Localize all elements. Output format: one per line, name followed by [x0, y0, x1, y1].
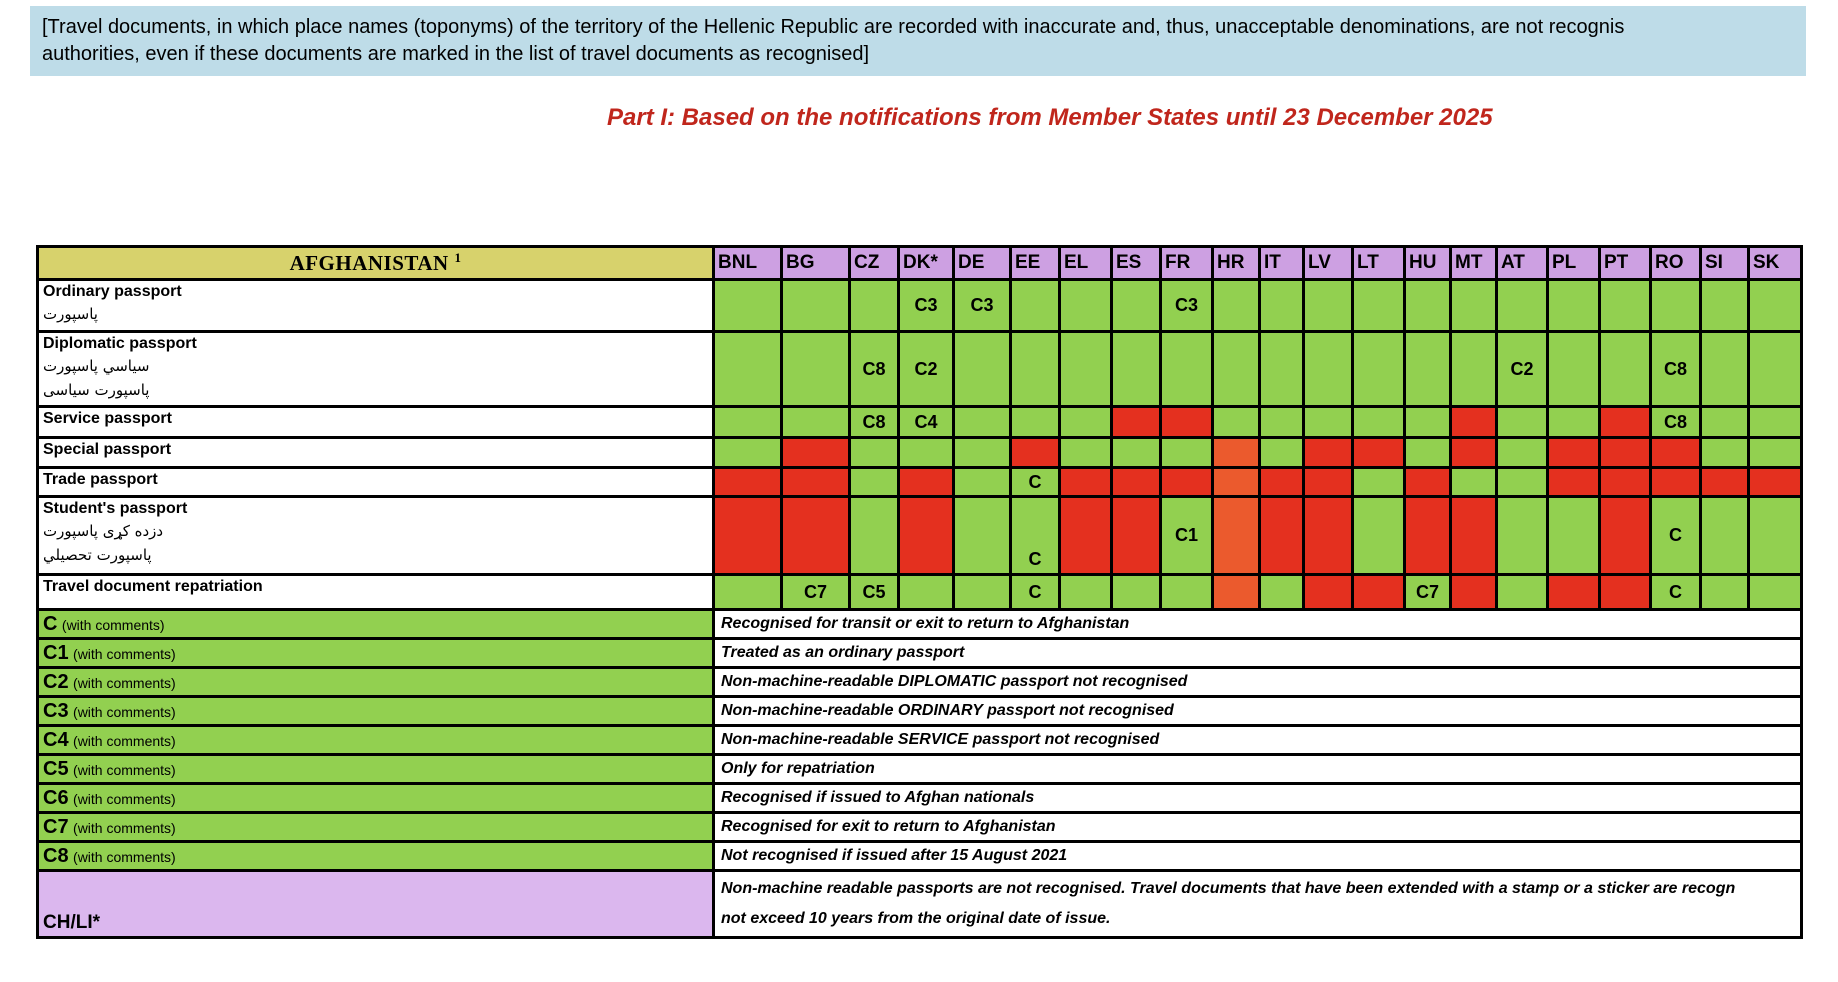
status-cell-bg [782, 280, 850, 332]
status-cell-hr [1213, 407, 1260, 438]
country-name: AFGHANISTAN [289, 251, 449, 275]
legend-code-cell [38, 639, 714, 668]
column-header-pl: PL [1548, 247, 1600, 280]
document-type-label [38, 575, 714, 610]
legend-description-cell: Treated as an ordinary passport [714, 639, 1802, 668]
legend-code-cell [38, 784, 714, 813]
status-cell-cz [850, 280, 899, 332]
status-cell-hu [1405, 438, 1451, 468]
status-cell-at [1497, 280, 1548, 332]
status-cell-it [1260, 407, 1304, 438]
column-header-lv: LV [1304, 247, 1353, 280]
status-cell-ee [1011, 438, 1060, 468]
status-cell-cz: C8 [850, 332, 899, 407]
status-cell-fr [1161, 332, 1213, 407]
legend-code-cell [38, 842, 714, 871]
status-cell-sk [1749, 468, 1802, 497]
document-type-name: Special passport [43, 441, 172, 458]
status-cell-el [1060, 468, 1112, 497]
document-type-label [38, 468, 714, 497]
status-cell-sk [1749, 497, 1802, 575]
column-header-bg: BG [782, 247, 850, 280]
status-cell-ro [1651, 280, 1701, 332]
legend-row [38, 842, 1802, 871]
status-cell-lt [1353, 468, 1405, 497]
status-cell-bnl [714, 332, 782, 407]
status-cell-dk [899, 468, 954, 497]
country-footnote: 1 [454, 250, 462, 265]
document-type-native-name: پاسپورت سیاسی [43, 381, 150, 399]
status-cell-hr [1213, 332, 1260, 407]
status-cell-el [1060, 280, 1112, 332]
status-cell-pl [1548, 575, 1600, 610]
column-header-es: ES [1112, 247, 1161, 280]
status-cell-hr [1213, 280, 1260, 332]
status-cell-mt [1451, 497, 1497, 575]
status-cell-ee [1011, 280, 1060, 332]
legend-code-suffix: (with comments) [73, 790, 176, 807]
column-header-lt: LT [1353, 247, 1405, 280]
table-row [38, 332, 1802, 407]
status-cell-sk [1749, 407, 1802, 438]
legend-description-cell: Only for repatriation [714, 755, 1802, 784]
status-cell-ro: C8 [1651, 407, 1701, 438]
legend-row [38, 755, 1802, 784]
legend-code-cell [38, 813, 714, 842]
status-cell-ro [1651, 468, 1701, 497]
document-type-label [38, 332, 714, 407]
status-cell-hr [1213, 468, 1260, 497]
status-cell-lv [1304, 497, 1353, 575]
table-row [38, 497, 1802, 575]
status-cell-hu: C7 [1405, 575, 1451, 610]
status-cell-bg [782, 497, 850, 575]
legend-row [38, 610, 1802, 639]
column-header-fr: FR [1161, 247, 1213, 280]
legend-code-suffix: (with comments) [73, 761, 176, 778]
legend-code-suffix: (with comments) [73, 848, 176, 865]
part-title: Part I: Based on the notifications from Member States until 23 December 2025 [607, 104, 1493, 131]
status-cell-dk [899, 497, 954, 575]
table-row [38, 280, 1802, 332]
column-header-at: AT [1497, 247, 1548, 280]
status-cell-ee: C [1011, 468, 1060, 497]
legend-description-cell: Not recognised if issued after 15 August 2021 [714, 842, 1802, 871]
chli-row [38, 871, 1802, 938]
legend-row [38, 639, 1802, 668]
status-cell-cz [850, 497, 899, 575]
legend-description-cell: Recognised for transit or exit to return to Afghanistan [714, 610, 1802, 639]
document-type-label [38, 497, 714, 575]
legend-code: C [43, 612, 58, 635]
status-cell-mt [1451, 468, 1497, 497]
status-cell-hr [1213, 438, 1260, 468]
status-cell-it [1260, 575, 1304, 610]
legend-row [38, 697, 1802, 726]
chli-description-line-2: not exceed 10 years from the original date of issue. [721, 910, 1111, 927]
column-header-ee: EE [1011, 247, 1060, 280]
status-cell-pl [1548, 497, 1600, 575]
status-cell-bg [782, 438, 850, 468]
legend-code-suffix: (with comments) [73, 674, 176, 691]
document-type-name: Travel document repatriation [43, 578, 263, 595]
status-cell-pt [1600, 438, 1651, 468]
table-row [38, 438, 1802, 468]
status-cell-es [1112, 280, 1161, 332]
status-cell-fr [1161, 438, 1213, 468]
status-cell-lv [1304, 438, 1353, 468]
legend-code-suffix: (with comments) [73, 819, 176, 836]
status-cell-at [1497, 575, 1548, 610]
country-header-cell [38, 247, 714, 280]
document-type-label [38, 280, 714, 332]
status-cell-at [1497, 438, 1548, 468]
status-cell-el [1060, 438, 1112, 468]
status-cell-pl [1548, 407, 1600, 438]
table-row [38, 407, 1802, 438]
status-cell-it [1260, 332, 1304, 407]
document-type-label [38, 438, 714, 468]
status-cell-lt [1353, 280, 1405, 332]
document-type-name: Ordinary passport [43, 283, 182, 300]
status-cell-pt [1600, 332, 1651, 407]
document-type-name: Service passport [43, 410, 172, 427]
legend-code: C7 [43, 815, 69, 838]
status-cell-cz [850, 438, 899, 468]
status-cell-hu [1405, 280, 1451, 332]
status-cell-pl [1548, 332, 1600, 407]
status-cell-sk [1749, 575, 1802, 610]
status-cell-mt [1451, 332, 1497, 407]
chli-description-line-1: Non-machine readable passports are not recognised. Travel documents that have been extended with a stamp or a sticker are recogn [721, 880, 1736, 897]
status-cell-ee: C [1011, 575, 1060, 610]
status-cell-cz: C8 [850, 407, 899, 438]
status-cell-fr: C3 [1161, 280, 1213, 332]
legend-code: C8 [43, 844, 69, 867]
status-cell-ro [1651, 438, 1701, 468]
status-cell-si [1701, 438, 1749, 468]
legend-row [38, 668, 1802, 697]
status-cell-it [1260, 468, 1304, 497]
status-cell-si [1701, 280, 1749, 332]
status-cell-pt [1600, 407, 1651, 438]
status-cell-pt [1600, 575, 1651, 610]
status-cell-bg: C7 [782, 575, 850, 610]
status-cell-bnl [714, 468, 782, 497]
status-cell-es [1112, 468, 1161, 497]
legend-code: C2 [43, 670, 69, 693]
status-cell-si [1701, 468, 1749, 497]
legend-code-cell [38, 726, 714, 755]
status-cell-lv [1304, 332, 1353, 407]
legend-description-cell: Non-machine-readable DIPLOMATIC passport not recognised [714, 668, 1802, 697]
status-cell-lv [1304, 575, 1353, 610]
legend-description-cell: Non-machine-readable ORDINARY passport not recognised [714, 697, 1802, 726]
column-header-bnl: BNL [714, 247, 782, 280]
status-cell-fr [1161, 468, 1213, 497]
column-header-el: EL [1060, 247, 1112, 280]
legend-code-suffix: (with comments) [73, 703, 176, 720]
status-cell-cz [850, 468, 899, 497]
status-cell-it [1260, 438, 1304, 468]
status-cell-ee: C [1011, 497, 1060, 575]
notice-line-1: [Travel documents, in which place names (toponyms) of the territory of the Hellenic Republic are recorded with inaccurate and, thus, unacceptable denominations, are not recognis [42, 16, 1625, 38]
status-cell-hu [1405, 497, 1451, 575]
status-cell-bnl [714, 280, 782, 332]
status-cell-es [1112, 407, 1161, 438]
document-type-native-name: دزده کړی پاسپورت [43, 522, 164, 540]
legend-code: C6 [43, 786, 69, 809]
legend-code-cell [38, 755, 714, 784]
recognition-table [36, 245, 1803, 939]
column-header-hu: HU [1405, 247, 1451, 280]
column-header-dk: DK* [899, 247, 954, 280]
status-cell-lt [1353, 407, 1405, 438]
status-cell-si [1701, 497, 1749, 575]
status-cell-mt [1451, 575, 1497, 610]
status-cell-de [954, 575, 1011, 610]
status-cell-bnl [714, 497, 782, 575]
status-cell-lt [1353, 497, 1405, 575]
status-cell-it [1260, 497, 1304, 575]
legend-code-cell [38, 668, 714, 697]
document-type-native-name: پاسپورت تحصیلي [43, 546, 152, 564]
legend-description-cell: Recognised for exit to return to Afghanistan [714, 813, 1802, 842]
status-cell-hu [1405, 468, 1451, 497]
legend-code-suffix: (with comments) [73, 645, 176, 662]
status-cell-it [1260, 280, 1304, 332]
status-cell-ee [1011, 407, 1060, 438]
column-header-cz: CZ [850, 247, 899, 280]
notice-banner [30, 6, 1806, 76]
document-type-native-name: پاسپورت [43, 305, 98, 323]
status-cell-pt [1600, 280, 1651, 332]
table-header-row [38, 247, 1802, 280]
legend-row [38, 813, 1802, 842]
chli-label-cell: CH/LI* [38, 871, 714, 938]
legend-code: C3 [43, 699, 69, 722]
status-cell-bnl [714, 438, 782, 468]
status-cell-de [954, 332, 1011, 407]
status-cell-pl [1548, 438, 1600, 468]
status-cell-ro: C [1651, 497, 1701, 575]
table-row [38, 468, 1802, 497]
status-cell-hu [1405, 407, 1451, 438]
document-type-name: Diplomatic passport [43, 335, 197, 352]
status-cell-bg [782, 407, 850, 438]
legend-code: C1 [43, 641, 69, 664]
column-header-si: SI [1701, 247, 1749, 280]
status-cell-dk [899, 575, 954, 610]
status-cell-si [1701, 575, 1749, 610]
legend-code: C5 [43, 757, 69, 780]
status-cell-at [1497, 468, 1548, 497]
status-cell-bnl [714, 575, 782, 610]
legend-code-cell [38, 610, 714, 639]
status-cell-mt [1451, 438, 1497, 468]
status-cell-lv [1304, 407, 1353, 438]
status-cell-lt [1353, 575, 1405, 610]
document-type-label [38, 407, 714, 438]
status-cell-es [1112, 497, 1161, 575]
legend-description-cell: Recognised if issued to Afghan nationals [714, 784, 1802, 813]
notice-line-2: authorities, even if these documents are marked in the list of travel documents as recognised] [42, 43, 870, 65]
legend-code: C4 [43, 728, 69, 751]
status-cell-de [954, 407, 1011, 438]
document-type-name: Trade passport [43, 471, 158, 488]
status-cell-cz: C5 [850, 575, 899, 610]
status-cell-sk [1749, 280, 1802, 332]
status-cell-mt [1451, 407, 1497, 438]
status-cell-sk [1749, 332, 1802, 407]
status-cell-ro: C [1651, 575, 1701, 610]
status-cell-sk [1749, 438, 1802, 468]
column-header-pt: PT [1600, 247, 1651, 280]
legend-row [38, 784, 1802, 813]
status-cell-el [1060, 575, 1112, 610]
status-cell-hu [1405, 332, 1451, 407]
status-cell-es [1112, 438, 1161, 468]
status-cell-lv [1304, 468, 1353, 497]
status-cell-fr [1161, 575, 1213, 610]
status-cell-fr [1161, 407, 1213, 438]
status-cell-si [1701, 407, 1749, 438]
status-cell-de [954, 497, 1011, 575]
status-cell-dk: C4 [899, 407, 954, 438]
status-cell-de: C3 [954, 280, 1011, 332]
status-cell-ro: C8 [1651, 332, 1701, 407]
status-cell-hr [1213, 497, 1260, 575]
status-cell-pt [1600, 497, 1651, 575]
status-cell-hr [1213, 575, 1260, 610]
document-type-native-name: سياسي پاسپورت [43, 357, 150, 375]
status-cell-pl [1548, 280, 1600, 332]
status-cell-bg [782, 332, 850, 407]
document-type-name: Student's passport [43, 500, 188, 517]
status-cell-dk [899, 438, 954, 468]
status-cell-pl [1548, 468, 1600, 497]
column-header-it: IT [1260, 247, 1304, 280]
status-cell-bg [782, 468, 850, 497]
status-cell-mt [1451, 280, 1497, 332]
legend-code-suffix: (with comments) [73, 732, 176, 749]
status-cell-el [1060, 497, 1112, 575]
status-cell-dk: C2 [899, 332, 954, 407]
status-cell-de [954, 438, 1011, 468]
status-cell-pt [1600, 468, 1651, 497]
status-cell-lt [1353, 438, 1405, 468]
column-header-ro: RO [1651, 247, 1701, 280]
status-cell-at [1497, 497, 1548, 575]
status-cell-dk: C3 [899, 280, 954, 332]
status-cell-si [1701, 332, 1749, 407]
status-cell-bnl [714, 407, 782, 438]
column-header-hr: HR [1213, 247, 1260, 280]
status-cell-lv [1304, 280, 1353, 332]
status-cell-at: C2 [1497, 332, 1548, 407]
column-header-sk: SK [1749, 247, 1802, 280]
status-cell-el [1060, 407, 1112, 438]
chli-description-cell [714, 871, 1802, 938]
legend-code-cell [38, 697, 714, 726]
status-cell-de [954, 468, 1011, 497]
status-cell-at [1497, 407, 1548, 438]
column-header-mt: MT [1451, 247, 1497, 280]
status-cell-ee [1011, 332, 1060, 407]
table-row [38, 575, 1802, 610]
status-cell-el [1060, 332, 1112, 407]
column-header-de: DE [954, 247, 1011, 280]
status-cell-es [1112, 575, 1161, 610]
status-cell-fr: C1 [1161, 497, 1213, 575]
recognition-table-wrapper [36, 245, 1803, 939]
legend-description-cell: Non-machine-readable SERVICE passport not recognised [714, 726, 1802, 755]
status-cell-lt [1353, 332, 1405, 407]
legend-row [38, 726, 1802, 755]
status-cell-es [1112, 332, 1161, 407]
legend-code-suffix: (with comments) [61, 616, 165, 633]
